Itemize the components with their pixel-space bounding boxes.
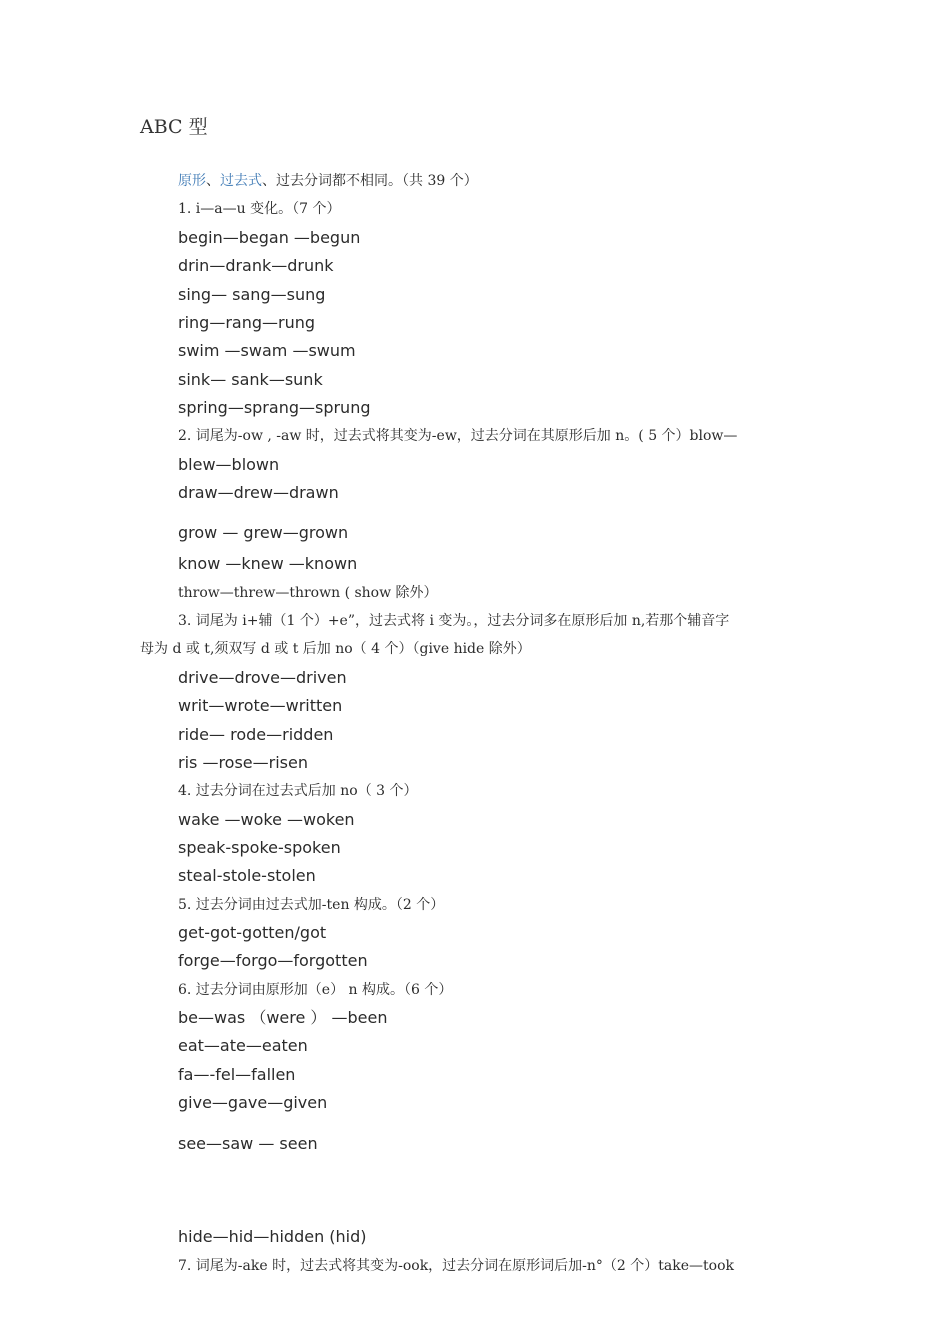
verb-line: sing— sang—sung [178, 285, 326, 304]
verb-line: drive—drove—driven [178, 668, 347, 687]
rule-6-title: 6. 过去分词由原形加（e） n 构成。（6 个） [178, 982, 453, 998]
verb-line: forge—forgo—forgotten [178, 951, 368, 970]
verb-line: begin—began —begun [178, 228, 361, 247]
section-heading: ABC 型 [140, 116, 208, 138]
verb-line: be—was （were ） —been [178, 1008, 388, 1027]
rule-1-title: 1. i—a—u 变化。（7 个） [178, 201, 341, 217]
verb-line: give—gave—given [178, 1093, 328, 1112]
verb-line: blew—blown [178, 455, 280, 474]
verb-line: ris —rose—risen [178, 753, 308, 772]
verb-line: draw—drew—drawn [178, 483, 339, 502]
verb-line: eat—ate—eaten [178, 1036, 308, 1055]
verb-line: throw—threw—thrown ( show 除外） [178, 585, 438, 601]
rule-4-title: 4. 过去分词在过去式后加 no（ 3 个） [178, 783, 418, 799]
verb-line: drin—drank—drunk [178, 256, 334, 275]
verb-line: steal-stole-stolen [178, 866, 316, 885]
rule-3-title-continued: 母为 d 或 t,须双写 d 或 t 后加 no（ 4 个）（give hide 除外） [140, 641, 531, 657]
verb-line: see—saw — seen [178, 1134, 318, 1153]
verb-line: sink— sank—sunk [178, 370, 323, 389]
verb-line: know —knew —known [178, 554, 358, 573]
rule-7-title: 7. 词尾为-ake 时，过去式将其变为-ook，过去分词在原形词后加-n°（2 个）take—took [178, 1258, 734, 1274]
verb-line: fa—-fel—fallen [178, 1065, 296, 1084]
intro-paragraph [178, 170, 478, 192]
link-past-tense[interactable]: 过去式 [220, 173, 262, 189]
link-base-form[interactable]: 原形 [178, 173, 206, 189]
rule-5-title: 5. 过去分词由过去式加-ten 构成。（2 个） [178, 897, 445, 913]
verb-line: wake —woke —woken [178, 810, 355, 829]
verb-line: grow — grew—grown [178, 523, 349, 542]
verb-line: spring—sprang—sprung [178, 398, 371, 417]
intro-separator: 、 [206, 173, 220, 189]
verb-line: swim —swam —swum [178, 341, 356, 360]
rule-3-title: 3. 词尾为 i+辅（1 个）+e”，过去式将 i 变为。，过去分词多在原形后加 n,若那个辅音字 [178, 613, 730, 629]
verb-line: get-got-gotten/got [178, 923, 327, 942]
verb-line: hide—hid—hidden (hid) [178, 1227, 367, 1246]
intro-rest: 、过去分词都不相同。（共 39 个） [262, 173, 478, 189]
verb-line: speak-spoke-spoken [178, 838, 341, 857]
verb-line: writ—wrote—written [178, 696, 343, 715]
rule-2-title: 2. 词尾为-ow , -aw 时，过去式将其变为-ew，过去分词在其原形后加 n。( 5 个）blow— [178, 428, 738, 444]
verb-line: ring—rang—rung [178, 313, 316, 332]
verb-line: ride— rode—ridden [178, 725, 334, 744]
